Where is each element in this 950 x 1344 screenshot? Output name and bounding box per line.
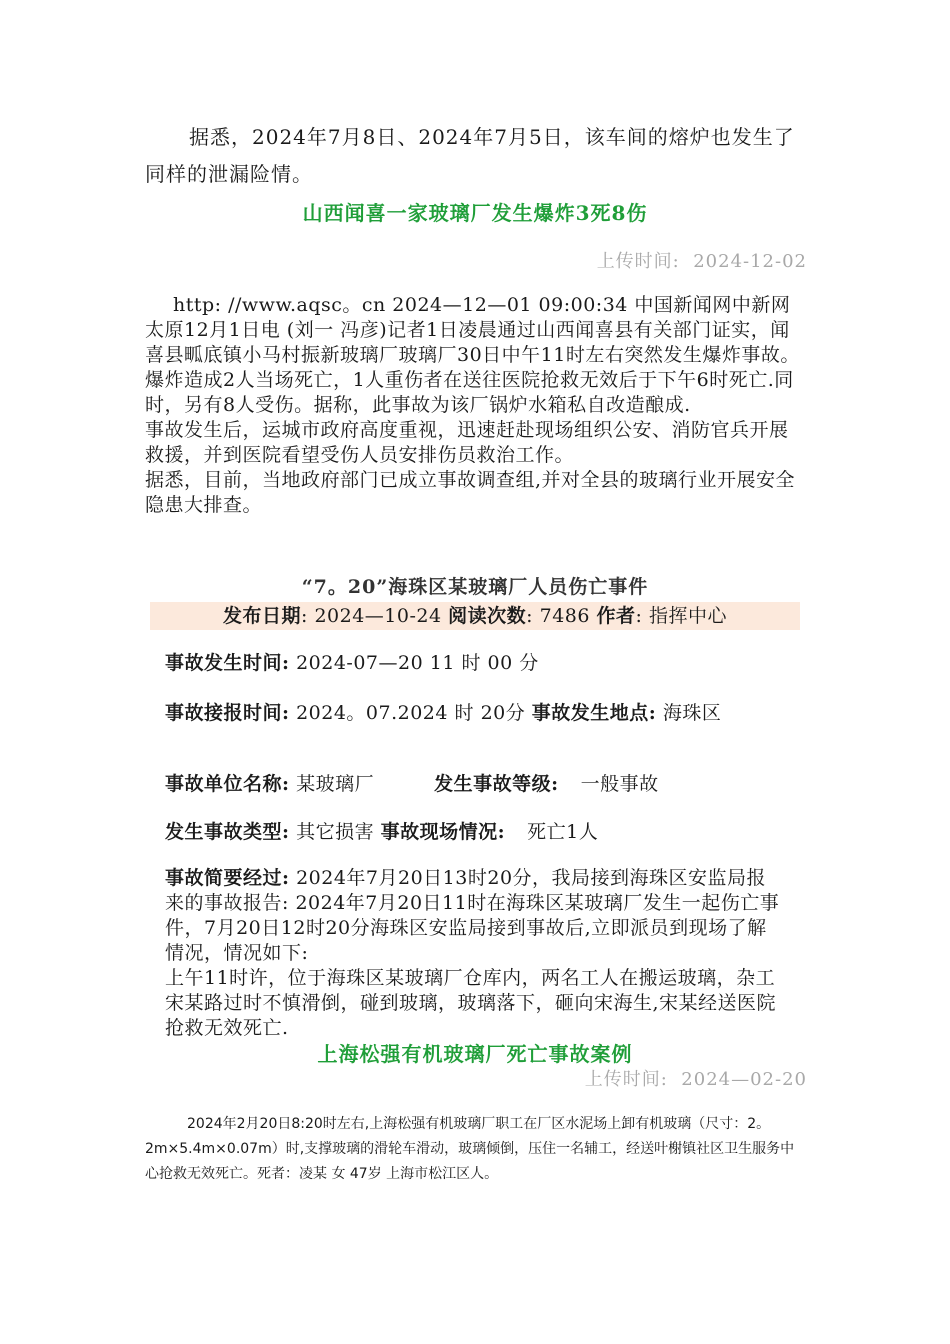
field-label: 事故发生时间: bbox=[165, 652, 290, 674]
field-occur-time bbox=[165, 651, 785, 676]
field-value: 海珠区 bbox=[662, 702, 722, 724]
field-value: 一般事故 bbox=[580, 773, 659, 795]
article1-body bbox=[145, 293, 807, 518]
field-value: 某玻璃厂 bbox=[296, 773, 375, 795]
field-type-scene bbox=[165, 820, 785, 845]
meta-date-value: 2024—10-24 bbox=[314, 605, 442, 627]
article3-text: 2024年2月20日8:20时左右,上海松强有机玻璃厂职工在厂区水泥场上卸有机玻璃（尺寸：2。2m×5.4m×0.07m）时,支撑玻璃的滑轮车滑动，玻璃倾倒，压住一名辅工，经送叶榭镇社区卫生服务中心抢救无效死亡。死者：凌某 女 47岁 上海市松江区人。 bbox=[145, 1116, 795, 1182]
article1-title: 山西闻喜一家玻璃厂发生爆炸3死8伤 bbox=[302, 201, 648, 225]
article3-body bbox=[145, 1112, 805, 1187]
field-value: 其它损害 bbox=[296, 821, 375, 843]
field-value: 2024-07—20 11 时 00 分 bbox=[296, 652, 539, 674]
article1-paragraph: 据悉，目前，当地政府部门已成立事故调查组,并对全县的玻璃行业开展安全隐患大排查。 bbox=[145, 469, 796, 516]
meta-reads-label: 阅读次数 bbox=[448, 605, 527, 627]
field-label: 事故单位名称: bbox=[165, 773, 290, 795]
field-label: 事故接报时间: bbox=[165, 702, 290, 724]
upload-date: 2024—02-20 bbox=[681, 1069, 807, 1090]
field-value: 2024年7月20日13时20分，我局接到海珠区安监局报来的事故报告: 2024年7月20日11时在海珠区某玻璃厂发生一起伤亡事件，7月20日12时20分海珠区安监局接到事故后,立即派员到现场了解情况，情况如下: bbox=[165, 867, 780, 964]
field-label: 发生事故等级: bbox=[434, 773, 559, 795]
article1-upload-time bbox=[597, 247, 807, 273]
field-label: 事故简要经过: bbox=[165, 867, 290, 889]
article1-paragraph-text: http: //www.aqsc。cn 2024—12—01 09:00:34 中国新闻网中新网太原12月1日电 (刘一 冯彦)记者1日凌晨通过山西闻喜县有关部门证实，闻喜县畖底镇小马村振新玻璃厂玻璃厂30日中午11时左右突然发生爆炸事故。爆炸造成2人当场死亡，1人重伤者在送往医院抢救无效后于下午6时死亡.同时，另有8人受伤。据称，此事故为该厂锅炉水箱私自改造酿成. bbox=[145, 294, 800, 416]
field-value: 2024。07.2024 时 20分 bbox=[296, 702, 526, 724]
meta-author-label: 作者 bbox=[596, 605, 636, 627]
meta-author-value: 指挥中心 bbox=[648, 605, 727, 627]
meta-reads-value: 7486 bbox=[539, 605, 590, 627]
field-unit-level bbox=[165, 772, 785, 797]
upload-label: 上传时间: bbox=[584, 1069, 668, 1090]
article3-title: 上海松强有机玻璃厂死亡事故案例 bbox=[317, 1042, 633, 1066]
field-label: 事故现场情况: bbox=[380, 821, 506, 843]
article2-meta-bar: 发布日期: 2024—10-24 阅读次数: 7486 作者: 指挥中心 bbox=[150, 602, 800, 630]
article3-upload-time bbox=[585, 1065, 807, 1091]
upload-date: 2024-12-02 bbox=[693, 251, 807, 272]
field-summary bbox=[165, 866, 785, 1041]
field-label: 事故发生地点: bbox=[531, 702, 657, 724]
article1-paragraph: 事故发生后，运城市政府高度重视，迅速赶赴现场组织公安、消防官兵开展救援，并到医院看望受伤人员安排伤员救治工作。 bbox=[145, 419, 789, 466]
upload-label: 上传时间: bbox=[596, 251, 680, 272]
field-label: 发生事故类型: bbox=[165, 821, 290, 843]
intro-text: 据悉，2024年7月8日、2024年7月5日，该车间的熔炉也发生了同样的泄漏险情。 bbox=[145, 125, 795, 186]
field-report-time bbox=[165, 701, 785, 726]
article2-title: “7。20”海珠区某玻璃厂人员伤亡事件 bbox=[301, 576, 649, 598]
field-detail: 上午11时许，位于海珠区某玻璃厂仓库内，两名工人在搬运玻璃，杂工宋某路过时不慎滑倒，碰到玻璃，玻璃落下，砸向宋海生,宋某经送医院抢救无效死亡. bbox=[165, 967, 777, 1039]
article1-paragraph bbox=[145, 293, 807, 418]
intro-paragraph bbox=[145, 119, 805, 193]
meta-date-label: 发布日期 bbox=[222, 605, 301, 627]
field-value: 死亡1人 bbox=[527, 821, 599, 843]
